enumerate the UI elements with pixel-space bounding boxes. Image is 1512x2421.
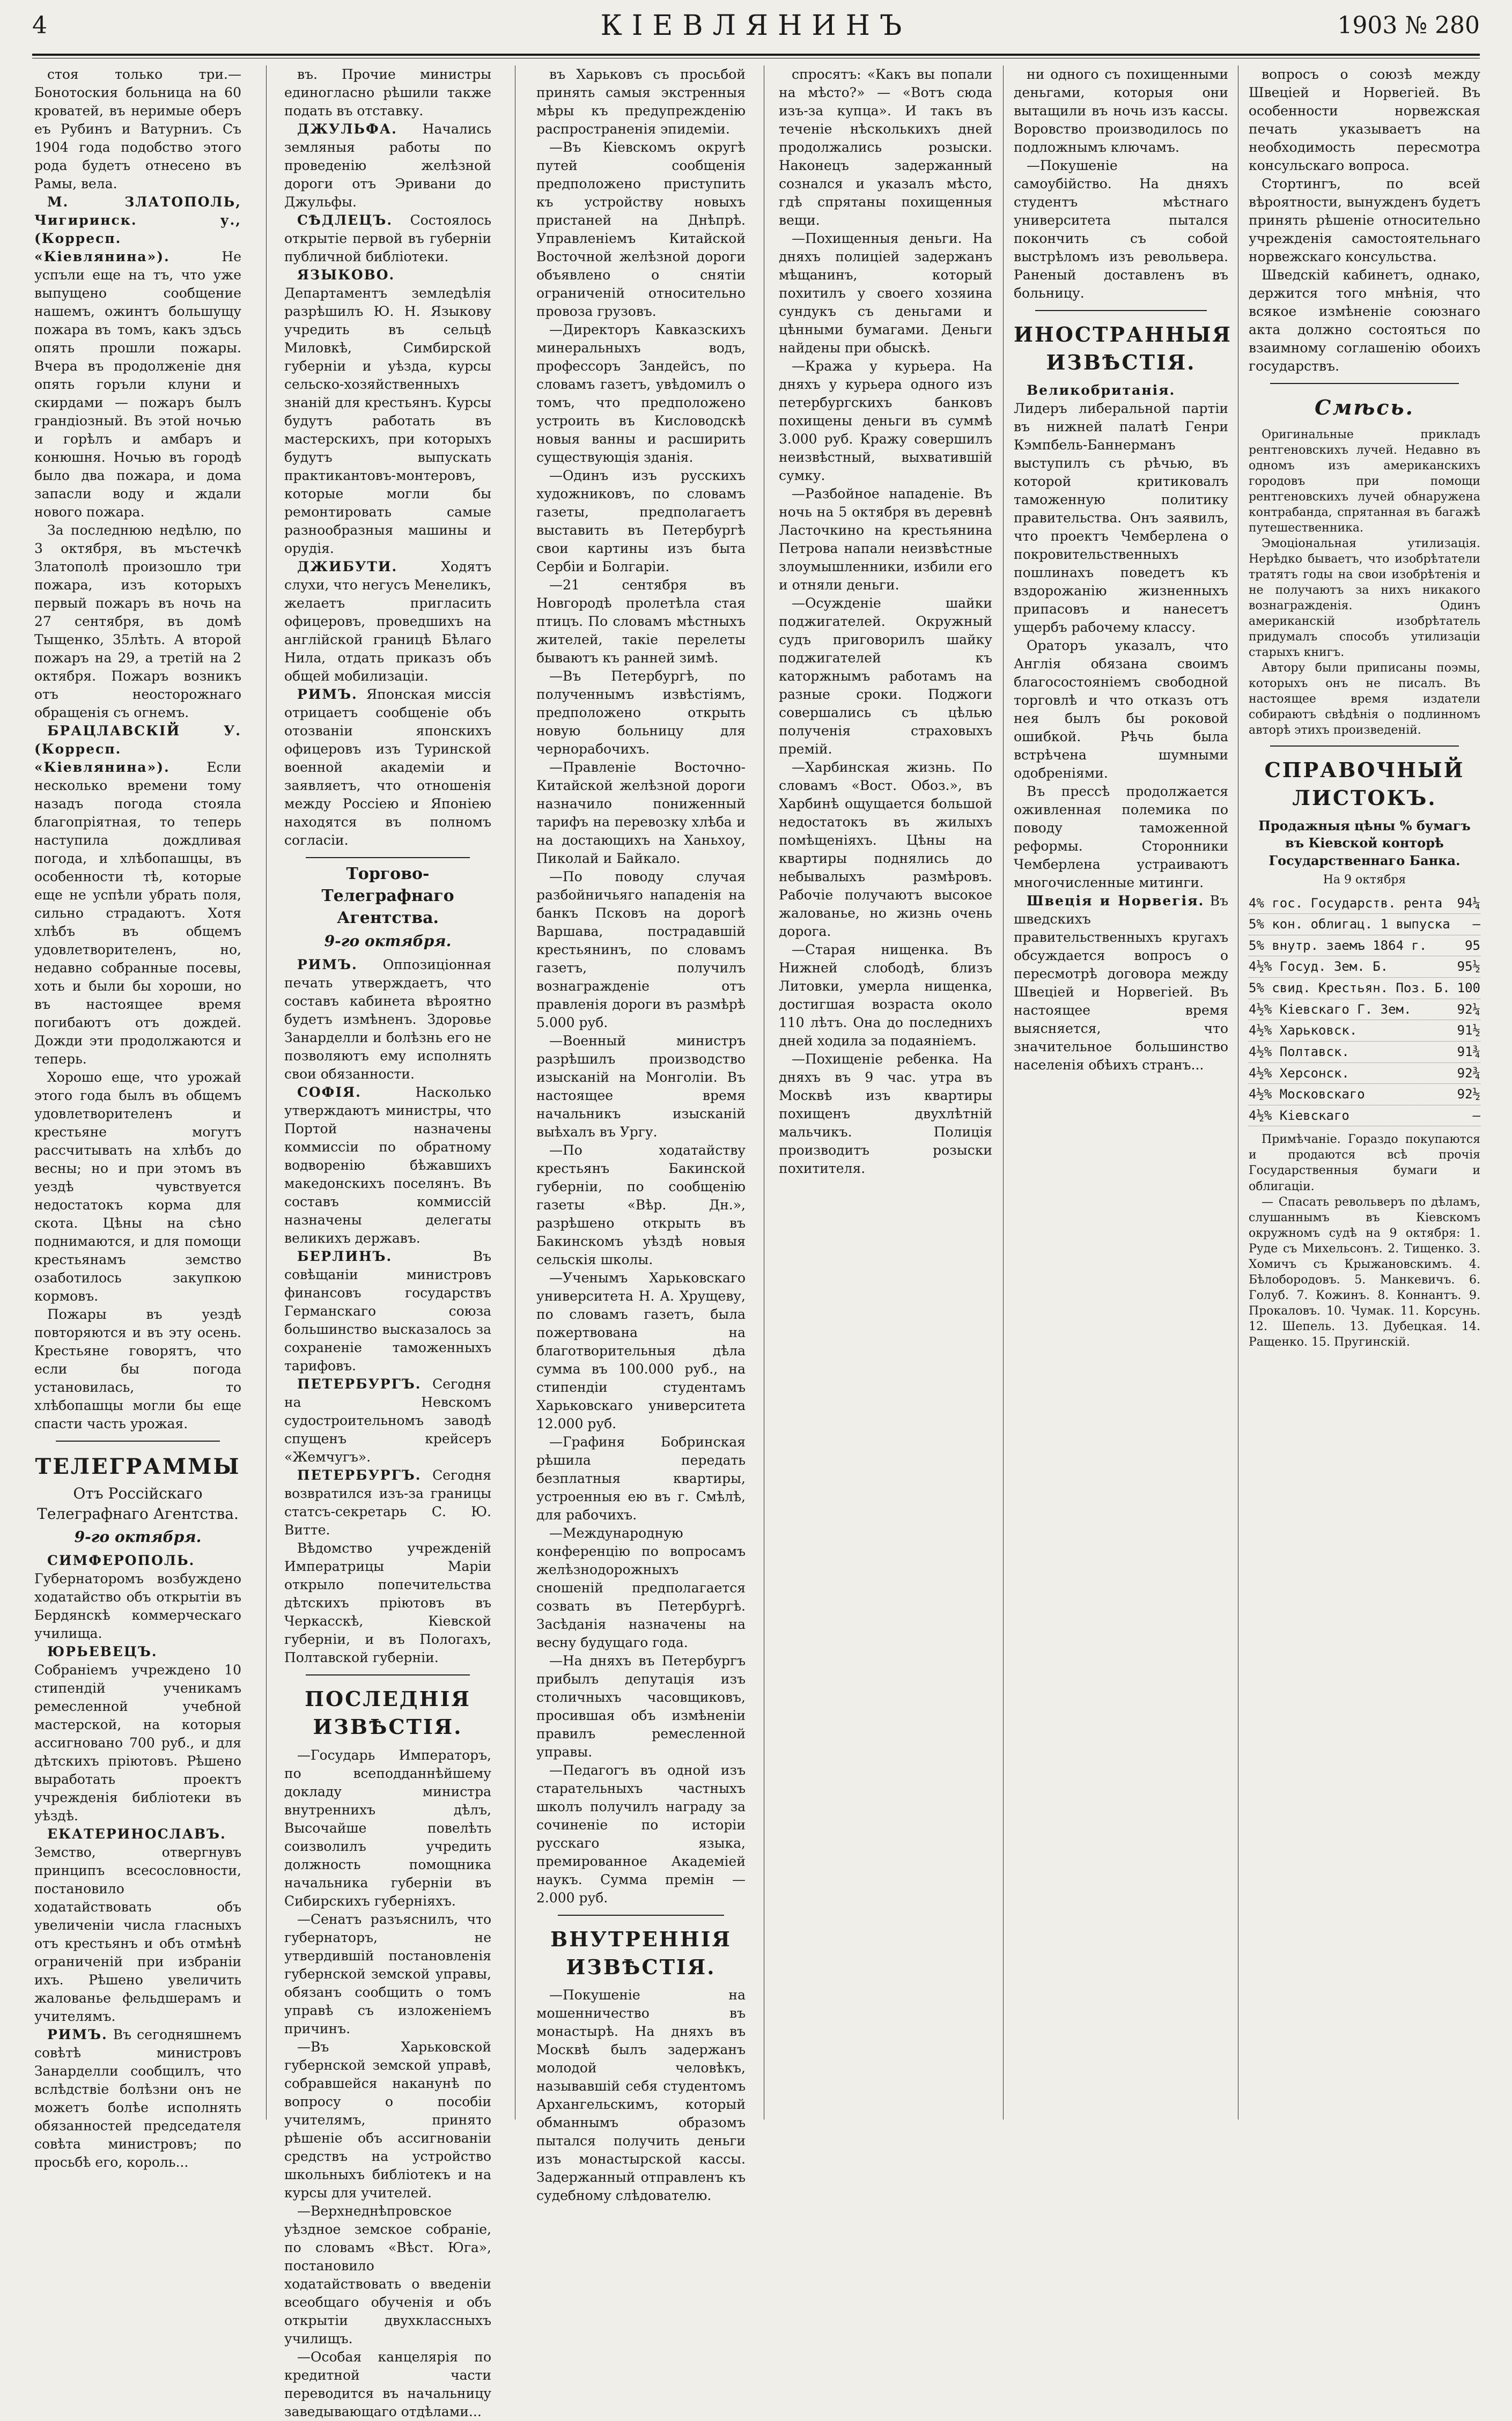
news-item: —Международную конференцію по вопросамъ желѣзнодорожныхъ сношеній предполагается созвать въ Петербургѣ. Засѣданія назначены на весну будущаго года. bbox=[536, 1525, 746, 1650]
news-item: —Военный министръ разрѣшилъ производство изысканій на Монголіи. Въ настоящее время начальникъ изысканій выѣхалъ въ Ургу. bbox=[536, 1033, 746, 1140]
news-item: —Разбойное нападеніе. Въ ночь на 5 октября въ деревнѣ Ласточкино на крестьянина Петрова напали неизвѣстные злоумышленники, избили его и отняли деньги. bbox=[779, 486, 992, 593]
dateline: СОФІЯ. bbox=[297, 1084, 362, 1101]
rates-row bbox=[1249, 1084, 1480, 1105]
rate-value: 100 bbox=[1457, 980, 1480, 996]
news-item: —По поводу случая разбойничьяго нападенія на банкъ Псковъ на дорогѣ Варшава, пострадавшій крестьянинъ, по словамъ газетъ, получилъ вознагражденіе отъ правленія дороги въ размѣрѣ 5.000 руб. bbox=[536, 869, 746, 1030]
column-3 bbox=[536, 65, 746, 2204]
news-item: —Сенатъ разъяснилъ, что губернаторъ, не утвердившій постановленія губернской земской управы, обязанъ сообщить о томъ управѣ съ изложеніемъ причинъ. bbox=[284, 1911, 491, 2036]
rate-label: 4½% Херсонск. bbox=[1249, 1065, 1349, 1081]
rates-row bbox=[1249, 935, 1480, 957]
dateline: РИМЪ. bbox=[47, 2026, 108, 2042]
telegram bbox=[284, 1248, 491, 1375]
rate-label: 4½% Кіевскаго bbox=[1249, 1108, 1349, 1123]
news-item: Эмоціональная утилизація. Нерѣдко бываетъ, что изобрѣтатели тратятъ годы на свои изобрѣтенія и не получаютъ за нихъ никакого вознагражденія. Одинъ американскій изобрѣтатель придумалъ способъ утилизаціи старыхъ книгъ. bbox=[1249, 536, 1480, 660]
dateline: СѢДЛЕЦЪ. bbox=[297, 212, 393, 228]
news-item: Шведскій кабинетъ, однако, держится того мнѣнія, что всякое измѣненіе союзнаго акта должно состояться по взаимному соглашенію обоихъ государствъ. bbox=[1249, 267, 1480, 374]
article-body: Если несколько времени тому назадъ погода стояла благопріятная, то теперь наступила дождливая погода, и хлѣбопашцы, въ особенности тѣ, которые еще не успѣли убрать поля, сильно страдаютъ. Хотя хлѣбъ въ общемъ удовлетворителенъ, но, недавно собранные посевы, хоть и были бы хороши, но въ настоящее время погибаютъ отъ дождей. Дожди эти продолжаются и теперь. bbox=[34, 759, 241, 1067]
section-rule bbox=[56, 1441, 220, 1442]
telegram bbox=[284, 685, 491, 850]
rate-value: 91¾ bbox=[1457, 1044, 1480, 1059]
telegram-body: Оппозиціонная печать утверждаетъ, что составъ кабинета вѣроятно будетъ измѣненъ. Здоровье Занарделли и болѣзнь его не позволяютъ ему исполнять свои обязанности. bbox=[284, 957, 491, 1082]
reference-subheading: Продажныя цѣны % бумагъ въ Кіевской конторѣ Государственнаго Банка. bbox=[1258, 817, 1471, 868]
news-item: —Ученымъ Харьковскаго университета Н. А. Хрущеву, по словамъ газетъ, была пожертвована на благотворительныя дѣла сумма въ 100.000 руб., на стипендіи студентамъ Харьковскаго университета 12.000 руб. bbox=[536, 1270, 746, 1431]
article-text bbox=[34, 722, 241, 1068]
telegram-body: Сегодня возвратился изъ-за границы статсъ-секретарь С. Ю. Витте. bbox=[284, 1467, 491, 1538]
dateline: Великобританія. bbox=[1027, 382, 1176, 398]
rates-row bbox=[1249, 999, 1480, 1021]
telegram-body: Сегодня на Невскомъ судостроительномъ заводѣ спущенъ крейсеръ «Жемчугъ». bbox=[284, 1376, 491, 1465]
news-item: въ Харьковъ съ просьбой принять самыя экстренныя мѣры къ предупрежденію распространенія эпидеміи. bbox=[536, 67, 746, 137]
rates-row bbox=[1249, 956, 1480, 978]
masthead-title: КІЕВЛЯНИНЪ bbox=[600, 10, 912, 42]
article-text: Пожары въ уездѣ повторяются и въ эту осень. Крестьяне говорятъ, что если бы погода установилась, то хлѣбопашцы могли бы еще спасти часть урожая. bbox=[34, 1307, 241, 1431]
page-number: 4 bbox=[32, 12, 47, 39]
section-rule bbox=[558, 1915, 724, 1916]
news-item: —Въ Харьковской губернской земской управѣ, собравшейся наканунѣ по вопросу о пособіи учителямъ, принято рѣшеніе объ ассигнованіи средствъ на устройство школьныхъ библіотекъ и на курсы для учителей. bbox=[284, 2039, 491, 2201]
news-item bbox=[1014, 381, 1228, 637]
rate-value: 91½ bbox=[1457, 1023, 1480, 1038]
dateline: БЕРЛИНЪ. bbox=[297, 1249, 393, 1265]
telegram bbox=[34, 1643, 241, 1825]
dateline: РИМЪ. bbox=[297, 957, 358, 973]
section-heading-foreign-news: ИНОСТРАННЫЯ ИЗВѢСТІЯ. bbox=[1014, 322, 1232, 374]
article-body: Не успъли еще на тъ, что уже выпущено сообщение нашемъ, ожинтъ большущу пожара въ томъ, какъ здъсь опять прошли пожары. Вчера въ продолженіе дня опять горъли клуни и скирдами — пожаръ былъ грандіозный. Въ этой ночью и горѣлъ и амбаръ и конюшня. Ночью въ городѣ было два пожара, и дома запасли воду и ждали нового пожара. bbox=[34, 249, 241, 520]
news-item: —Одинъ изъ русскихъ художниковъ, по словамъ газеты, предполагаетъ выставить въ Петербургѣ свои картины изъ быта Сербіи и Болгаріи. bbox=[536, 468, 746, 574]
rate-label: 4½% Госуд. Зем. Б. bbox=[1249, 959, 1389, 975]
telegram-body: Состоялось открытіе первой въ губерніи публичной библіотеки. bbox=[284, 212, 491, 264]
dateline: Швеція и Норвегія. bbox=[1027, 893, 1205, 909]
article-text: За последнюю недѣлю, по 3 октября, въ мъстечкѣ Златополѣ произошло три пожара, изъ которыхъ первый пожаръ въ ночь на 27 сентября, въ домѣ Тыщенко, 35лѣть. А второй пожаръ на 29, а третій на 2 октября. Пожаръ возникъ отъ неосторожнаго обращенія съ огнемъ. bbox=[34, 522, 241, 720]
news-item: —Особая канцелярія по кредитной части переводится въ начальницу заведывающаго отдѣлами... bbox=[284, 2349, 491, 2419]
news-item: Автору были приписаны поэмы, которыхъ онъ не писалъ. Въ настоящее время издатели собираютъ свѣдѣнія о подлинномъ авторѣ этихъ произведеній. bbox=[1249, 661, 1480, 737]
section-rule bbox=[306, 857, 470, 858]
news-item: —Графиня Бобринская рѣшила передать безплатныя квартиры, устроенныя ею въ г. Смѣлѣ, для рабочихъ. bbox=[536, 1434, 746, 1523]
news-item: спросятъ: «Какъ вы попали на мѣсто?» — «Вотъ сюда изъ-за купца». И такъ въ теченіе нѣсколькихъ дней продолжались розыски. Наконецъ задержанный сознался и указалъ мѣсто, гдѣ спрятаны похищенныя вещи. bbox=[779, 67, 992, 228]
telegram-body: Въ сегодняшнемъ совѣтѣ министровъ Занарделли сообщилъ, что вслѣдствіе болѣзни онъ не можетъ болѣе исполнять обязанностей председателя совѣта министровъ; по просьбѣ его, король... bbox=[34, 2026, 241, 2170]
dateline: ДЖУЛЬФА. bbox=[297, 121, 397, 137]
column-divider bbox=[1003, 65, 1004, 2120]
rates-row bbox=[1249, 1105, 1480, 1127]
news-item: —Покушеніе на самоубійство. На дняхъ студентъ мѣстнаго университета пытался покончить съ собой выстрѣломъ изъ револьвера. Раненый доставленъ въ больницу. bbox=[1014, 158, 1228, 301]
dateline: ЯЗЫКОВО. bbox=[297, 267, 395, 283]
news-item: —Государь Императоръ, по всеподданнѣйшему докладу министра внутреннихъ дѣлъ, Высочайше повелѣть соизволилъ учредить должность помощника начальника губерніи въ Сибирскихъ губерніяхъ. bbox=[284, 1747, 491, 1909]
rates-row bbox=[1249, 1042, 1480, 1063]
news-item: —21 сентября въ Новгородѣ пролетѣла стая птицъ. По словамъ мѣстныхъ жителей, такіе перелеты бываютъ къ ранней зимѣ. bbox=[536, 577, 746, 666]
telegram-body: Насколько утверждаютъ министры, что Портой назначены коммиссіи по обратному водворенію бѣжавшихъ македонскихъ поселянъ. Въ составъ коммиссій назначены делегаты великихъ державъ. bbox=[284, 1084, 491, 1246]
column-6 bbox=[1249, 65, 1480, 2120]
news-item: —Верхнеднѣпровское уѣздное земское собраніе, по словамъ «Вѣст. Юга», постановило ходатайствовать о введеніи всеобщаго обученія и объ открытіи двухклассныхъ училищъ. bbox=[284, 2203, 491, 2346]
rate-value: 95½ bbox=[1457, 959, 1480, 975]
telegram bbox=[284, 956, 491, 1083]
telegram bbox=[284, 558, 491, 685]
section-heading-agency: Торгово-Телеграфнаго Агентства. bbox=[321, 865, 454, 927]
section-heading-reference: СПРАВОЧНЫЙ ЛИСТОКЪ. bbox=[1264, 758, 1465, 810]
dateline: ДЖИБУТИ. bbox=[297, 559, 398, 574]
article-text: Вѣдомство учрежденій Императрицы Маріи открыло попечительства дѣтскихъ пріютовъ въ Черкасскѣ, Кіевской губерніи, и въ Пологахъ, Полтавской губерніи. bbox=[284, 1540, 491, 1666]
news-item: —Покушеніе на мошенничество въ монастырѣ. На дняхъ въ Москвѣ былъ задержанъ молодой человѣкъ, называвшій себя студентомъ Архангельскимъ, который обманнымъ образомъ пытался получить деньги изъ монастырской кассы. Задержанный отправленъ къ судебному слѣдователю. bbox=[536, 1987, 746, 2204]
rates-row bbox=[1249, 914, 1480, 935]
rate-value: — bbox=[1472, 917, 1480, 932]
column-5 bbox=[1014, 65, 1232, 2120]
telegram bbox=[284, 211, 491, 266]
telegram bbox=[284, 1083, 491, 1248]
rate-label: 4% гос. Государств. рента bbox=[1249, 895, 1443, 911]
telegram bbox=[284, 1375, 491, 1466]
reference-note: Примѣчаніе. Гораздо покупаются и продаются всѣ прочія Государственныя бумаги и облигаціи. bbox=[1249, 1133, 1480, 1193]
section-rule bbox=[1035, 310, 1207, 311]
news-body: Въ шведскихъ правительственныхъ кругахъ обсуждается вопросъ о пересмотрѣ договора между Швеціей и Норвегіей. Въ настоящее время выясняется, что значительное большинство населенія обѣихъ странъ... bbox=[1014, 893, 1228, 1073]
dateline: СИМФЕРОПОЛЬ. bbox=[47, 1552, 195, 1568]
dateline: РИМЪ. bbox=[297, 687, 358, 702]
news-item: —Педагогъ въ одной изъ старательныхъ частныхъ школъ получилъ награду за сочиненіе по исторіи русскаго языка, премированное Академіей наукъ. Сумма премін — 2.000 руб. bbox=[536, 1762, 746, 1906]
news-item: ни одного съ похищенными деньгами, которыя они вытащили въ ночь изъ кассы. Воровство производилось по подложнымъ ключамъ. bbox=[1014, 67, 1228, 155]
telegram bbox=[34, 1552, 241, 1643]
telegram bbox=[284, 120, 491, 211]
news-item: —Директоръ Кавказскихъ минеральныхъ водъ, профессоръ Зандейсъ, по словамъ газетъ, увѣдомилъ о томъ, что предположено устроить въ Кисловодскѣ новыя ванны и расширить существующія зданія. bbox=[536, 322, 746, 465]
section-date: 9-го октября. bbox=[74, 1527, 202, 1546]
section-date: 9-го октября. bbox=[324, 932, 452, 950]
section-heading-latest-news: ПОСЛЕДНІЯ ИЗВѢСТІЯ. bbox=[305, 1687, 471, 1739]
news-item: —Кража у курьера. На дняхъ у курьера одного изъ петербургскихъ банковъ похищены деньги въ суммѣ 3.000 руб. Кражу совершилъ неизвѣстный, выхватившій сумку. bbox=[779, 358, 992, 483]
news-item: —Похищеніе ребенка. На дняхъ въ 9 час. утра въ Москвѣ изъ квартиры похищенъ двухлѣтній мальчикъ. Полиція производитъ розыски похитителя. bbox=[779, 1051, 992, 1176]
column-2 bbox=[284, 65, 491, 2419]
dateline: ЮРЬЕВЕЦЪ. bbox=[47, 1643, 158, 1659]
issue-number: 1903 № 280 bbox=[1337, 12, 1480, 39]
court-list: — Спасать револьверъ по дѣламъ, слушаннымъ въ Кіевскомъ окружномъ судѣ на 9 октября: 1. Руде съ Михельсонъ. 2. Тищенко. 3. Хомичъ съ Крыжановскимъ. 4. Бѣлобородовъ. 5. Манкевичъ. 6. Голуб. 7. Кожинъ. 8. Коннантъ. 9. Прокаловъ. 10. Чумак. 11. Корсунь. 12. Шепель. 13. Дубецкая. 14. Ращенко. 15. Пругинскій. bbox=[1249, 1195, 1480, 1349]
dateline: ЕКАТЕРИНОСЛАВЪ. bbox=[47, 1826, 226, 1842]
telegram bbox=[284, 266, 491, 558]
section-rule bbox=[1270, 746, 1459, 747]
telegram bbox=[284, 1466, 491, 1539]
news-item: —Осужденіе шайки поджигателей. Окружный судъ приговорилъ шайку поджигателей къ каторжнымъ работамъ на разные сроки. Поджоги совершались съ цѣлью полученія страховыхъ премій. bbox=[779, 595, 992, 757]
rate-label: 4½% Полтавск. bbox=[1249, 1044, 1349, 1059]
news-item: —Старая нищенка. Въ Нижней слободѣ, близъ Литовки, умерла нищенка, достигшая возраста около 110 лѣтъ. Она до последнихъ дней ходила за подаяніемъ. bbox=[779, 942, 992, 1049]
rate-label: 4½% Кіевскаго Г. Зем. bbox=[1249, 1001, 1412, 1017]
news-item: —На дняхъ въ Петербургъ прибылъ депутація изъ столичныхъ часовщиковъ, просившая объ измѣненіи правилъ ремесленной управы. bbox=[536, 1653, 746, 1760]
rate-label: 5% внутр. заемъ 1864 г. bbox=[1249, 938, 1427, 953]
rate-value: 92¼ bbox=[1457, 1001, 1480, 1017]
rates-row bbox=[1249, 1020, 1480, 1042]
header-rule bbox=[32, 54, 1480, 56]
dateline: ПЕТЕРБУРГЪ. bbox=[297, 1376, 422, 1392]
page-header bbox=[32, 10, 1480, 47]
section-heading-internal-news: ВНУТРЕННІЯ ИЗВѢСТІЯ. bbox=[550, 1927, 732, 1979]
news-item: —По ходатайству крестьянъ Бакинской губерніи, по сообщенію газеты «Вѣр. Дн.», разрѣшено открыть въ Бакинскомъ уѣздѣ новыя сельскія школы. bbox=[536, 1142, 746, 1267]
news-item: —Въ Кіевскомъ округѣ путей сообщенія предположено приступить къ устройству новыхъ пристаней на Днѣпрѣ. Управленіемъ Китайской Восточной желѣзной дороги объявлено о снятіи ограниченій относительно провоза грузовъ. bbox=[536, 139, 746, 319]
reference-date: На 9 октября bbox=[1323, 873, 1406, 887]
rate-label: 4½% Московскаго bbox=[1249, 1087, 1365, 1102]
rates-row bbox=[1249, 1063, 1480, 1084]
news-body: Лидеръ либеральной партіи въ нижней палатѣ Генри Кэмпбель-Баннерманъ выступилъ съ рѣчью, въ которой критиковалъ таможенную политику правительства. Онъ заявилъ, что проектъ Чемберлена о покровительственныхъ пошлинахъ поведетъ къ вздорожанію жизненныхъ припасовъ и нанесетъ ущербъ рабочему классу. bbox=[1014, 401, 1228, 636]
telegram-body: Губернаторомъ возбуждено ходатайство объ открытіи въ Бердянскѣ коммерческаго училища. bbox=[34, 1570, 241, 1641]
article-text: стоя только три.—Бонотоския больница на 60 кроватей, въ неримые оберъ еъ Рубинъ и Ватурниъ. Съ 1904 года подобство этого рода будетъ отнесено въ Рамы, вела. bbox=[34, 67, 241, 191]
article-text bbox=[34, 193, 241, 521]
telegram bbox=[34, 2026, 241, 2172]
section-heading-miscellany: Смѣсь. bbox=[1315, 395, 1414, 419]
column-4 bbox=[779, 65, 992, 2120]
rate-label: 5% свид. Крестьян. Поз. Б. bbox=[1249, 980, 1450, 996]
dateline: ПЕТЕРБУРГЪ. bbox=[297, 1467, 422, 1483]
news-item: —Харбинская жизнь. По словамъ «Вост. Обоз.», въ Харбинѣ ощущается большой недостатокъ въ жилыхъ помѣщеніяхъ. Цѣны на квартиры поднялись до небывалыхъ размѣровъ. Рабочіе получаютъ высокое жалованье, но жизнь очень дорога. bbox=[779, 759, 992, 939]
section-rule bbox=[306, 1674, 470, 1675]
telegram bbox=[34, 1825, 241, 2026]
article-text: Хорошо еще, что урожай этого года былъ въ общемъ удовлетворителенъ и крестьяне могутъ рассчитывать на хлѣбъ до весны; но и при этомъ въ уездѣ чувствуется недостатокъ корма для скота. Цѣны на сѣно поднимаются, и для помощи крестьянамъ земство озаботилось закупкою кормовъ. bbox=[34, 1069, 241, 1304]
news-item bbox=[1014, 892, 1228, 1074]
dateline: М. ЗЛАТОПОЛЬ, Чигиринск. у., (Корресп. «Кіевлянина»). bbox=[34, 194, 241, 264]
telegram-body: Начались земляныя работы по проведенію желѣзной дороги отъ Эривани до Джульфы. bbox=[284, 121, 491, 210]
dateline: БРАЦЛАВСКІЙ У. (Корресп. «Кіевлянина»). bbox=[34, 723, 241, 775]
telegram-body: Земство, отвергнувъ принципъ всесословности, постановило ходатайствовать объ увеличеніи числа гласныхъ отъ крестьянъ и объ отмѣнѣ ограниченій при избраніи ихъ. Рѣшено увеличить жалованье фельдшерамъ и учителямъ. bbox=[34, 1844, 241, 2024]
news-item: —Въ Петербургѣ, по полученнымъ извѣстіямъ, предположено открыть новую больницу для чернорабочихъ. bbox=[536, 668, 746, 757]
news-item: Ораторъ указалъ, что Англія обязана своимъ благосостояніемъ свободной торговлѣ и что отказъ отъ нея былъ бы роковой ошибкой. Рѣчь была встрѣчена шумными одобреніями. bbox=[1014, 638, 1228, 781]
rate-value: 94¼ bbox=[1457, 895, 1480, 911]
telegram-body: Въ совѣщаніи министровъ финансовъ государствъ Германскаго союза большинство высказалось за сохраненіе таможенныхъ тарифовъ. bbox=[284, 1249, 491, 1374]
news-item: вопросъ о союзѣ между Швеціей и Норвегіей. Въ особенности норвежская печать указываетъ на необходимость пересмотра консульскаго вопроса. bbox=[1249, 67, 1480, 173]
news-item: —Похищенныя деньги. На дняхъ полиціей задержанъ мѣщанинъ, который похитилъ у своего хозяина сундукъ съ деньгами и цѣнными бумагами. Деньги найдены при обыскѣ. bbox=[779, 231, 992, 356]
telegram-body: Собраніемъ учреждено 10 стипендій ученикамъ ремесленной учебной мастерской, на которыя ассигновано 700 руб., и для дѣтскихъ пріютовъ. Рѣшено выработать проектъ учрежденія библіотеки въ уѣздѣ. bbox=[34, 1662, 241, 1824]
news-item: —Правленіе Восточно-Китайской желѣзной дороги назначило пониженный тарифъ на перевозку хлѣба и на достающихъ на Ханьхоу, Пиколай и Байкало. bbox=[536, 759, 746, 866]
telegram-body: Ходятъ слухи, что негусъ Менеликъ, желаетъ пригласить офицеровъ, проведшихъ на англійской границѣ Бѣлаго Нила, отдать приказъ объ общей мобилизаціи. bbox=[284, 559, 491, 684]
news-item: Стортингъ, по всей вѣроятности, вынужденъ будетъ принять рѣшеніе относительно учрежденія самостоятельнаго норвежскаго консульства. bbox=[1249, 176, 1480, 264]
column-1 bbox=[34, 65, 241, 2170]
column-divider bbox=[266, 65, 267, 2120]
rates-table bbox=[1249, 893, 1480, 1127]
rates-row bbox=[1249, 893, 1480, 914]
rate-value: 92¾ bbox=[1457, 1065, 1480, 1081]
rate-value: 92½ bbox=[1457, 1087, 1480, 1102]
rate-label: 4½% Харьковск. bbox=[1249, 1023, 1358, 1038]
news-item: Въ прессѣ продолжается оживленная полемика по поводу таможенной реформы. Сторонники Чемберлена устраиваютъ многочисленные митинги. bbox=[1014, 784, 1228, 891]
news-item: Оригинальные прикладъ рентгеновскихъ лучей. Недавно въ одномъ изъ американскихъ городовъ при помощи рентгеновскихъ лучей обнаружена контрабанда, спрятанная въ багажѣ путешественника. bbox=[1249, 427, 1480, 535]
telegram-body: Департаментъ земледѣлія разрѣшилъ Ю. Н. Языкову учредить въ сельцѣ Миловкѣ, Симбирской губерніи и уѣзда, курсы сельско-хозяйственныхъ знаній для крестьянъ. Курсы будутъ работать въ мастерскихъ, при которыхъ будутъ выпускать практикантовъ-монтеровъ, которые могли бы ремонтировать самые разнообразныя машины и орудія. bbox=[284, 285, 491, 556]
telegram-body: Японская миссія отрицаетъ сообщеніе объ отозваніи японскихъ офицеровъ изъ Туринской военной академіи и заявляетъ, что отношенія между Россіею и Японіею находятся въ полномъ согласіи. bbox=[284, 687, 491, 848]
rate-label: 5% кон. облигац. 1 выпуска bbox=[1249, 917, 1450, 932]
section-rule bbox=[1270, 383, 1459, 384]
section-heading-telegrams: ТЕЛЕГРАММЫ bbox=[35, 1454, 241, 1479]
rates-row bbox=[1249, 978, 1480, 999]
rate-value: — bbox=[1472, 1108, 1480, 1123]
article-text: въ. Прочие министры единогласно рѣшили также подать въ отставку. bbox=[284, 67, 491, 119]
section-subheading: Отъ Россійскаго Телеграфнаго Агентства. bbox=[37, 1485, 239, 1523]
rate-value: 95 bbox=[1465, 938, 1480, 953]
